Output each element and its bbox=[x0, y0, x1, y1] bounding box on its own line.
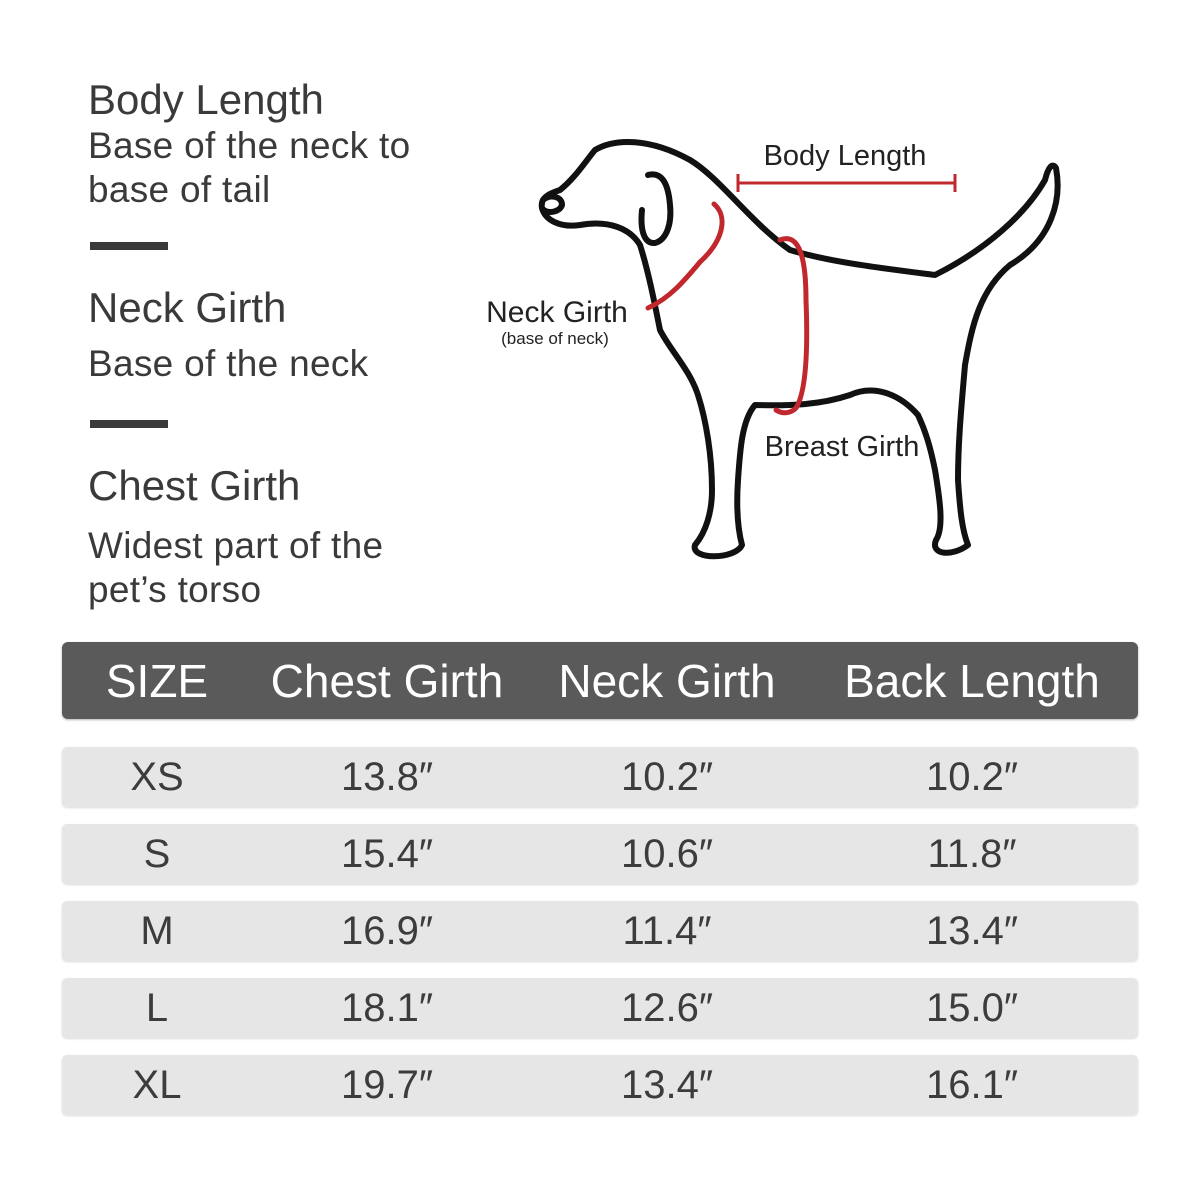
table-row bbox=[62, 747, 1138, 807]
cell-neck-girth: 10.2″ bbox=[620, 754, 713, 799]
cell-chest-girth: 18.1″ bbox=[340, 985, 433, 1030]
measurement-definitions bbox=[88, 76, 488, 612]
cell-back-length: 16.1″ bbox=[925, 1062, 1018, 1107]
breast-girth-marker bbox=[776, 239, 807, 413]
body-length-marker bbox=[738, 174, 955, 192]
cell-size: S bbox=[143, 831, 171, 876]
definition-title: Neck Girth bbox=[88, 284, 287, 331]
cell-size: XL bbox=[132, 1062, 182, 1107]
header-neck-girth: Neck Girth bbox=[558, 654, 776, 707]
cell-back-length: 13.4″ bbox=[925, 908, 1018, 953]
divider bbox=[90, 420, 168, 428]
table-row bbox=[62, 978, 1138, 1038]
definition-chest-girth bbox=[88, 462, 488, 612]
cell-chest-girth: 19.7″ bbox=[340, 1062, 433, 1107]
definition-title: Chest Girth bbox=[88, 462, 301, 509]
table-row bbox=[62, 1055, 1138, 1115]
cell-neck-girth: 11.4″ bbox=[622, 908, 712, 953]
cell-neck-girth: 12.6″ bbox=[620, 985, 713, 1030]
definition-neck-girth bbox=[88, 284, 488, 386]
body-length-label: Body Length bbox=[763, 140, 927, 172]
neck-girth-marker bbox=[648, 204, 722, 308]
dog-measurement-diagram bbox=[470, 130, 1090, 580]
header-back-length: Back Length bbox=[844, 654, 1100, 707]
cell-back-length: 11.8″ bbox=[927, 831, 1017, 876]
cell-chest-girth: 15.4″ bbox=[340, 831, 433, 876]
divider bbox=[90, 242, 168, 250]
neck-girth-sublabel: (base of neck) bbox=[501, 329, 609, 348]
breast-girth-label: Breast Girth bbox=[764, 431, 920, 463]
definition-desc-line: Base of the neck bbox=[88, 343, 369, 384]
definition-desc-line: Base of the neck to bbox=[88, 125, 411, 166]
header-size: SIZE bbox=[105, 654, 209, 707]
definition-desc-line: base of tail bbox=[88, 169, 271, 210]
cell-back-length: 15.0″ bbox=[925, 985, 1018, 1030]
cell-chest-girth: 16.9″ bbox=[340, 908, 433, 953]
cell-size: XS bbox=[130, 754, 184, 799]
cell-neck-girth: 13.4″ bbox=[620, 1062, 713, 1107]
header-chest-girth: Chest Girth bbox=[270, 654, 504, 707]
definition-title: Body Length bbox=[88, 76, 324, 123]
definition-desc-line: pet’s torso bbox=[88, 569, 262, 610]
definition-body-length bbox=[88, 76, 488, 212]
table-row bbox=[62, 824, 1138, 884]
size-table-header bbox=[62, 642, 1138, 719]
cell-size: L bbox=[145, 985, 169, 1030]
definition-desc-line: Widest part of the bbox=[88, 525, 384, 566]
table-row bbox=[62, 901, 1138, 961]
cell-chest-girth: 13.8″ bbox=[340, 754, 433, 799]
cell-back-length: 10.2″ bbox=[925, 754, 1018, 799]
cell-size: M bbox=[140, 908, 174, 953]
neck-girth-label: Neck Girth bbox=[486, 296, 628, 329]
size-table-body bbox=[62, 747, 1138, 1132]
dog-outline-icon bbox=[542, 142, 1058, 556]
cell-neck-girth: 10.6″ bbox=[620, 831, 713, 876]
